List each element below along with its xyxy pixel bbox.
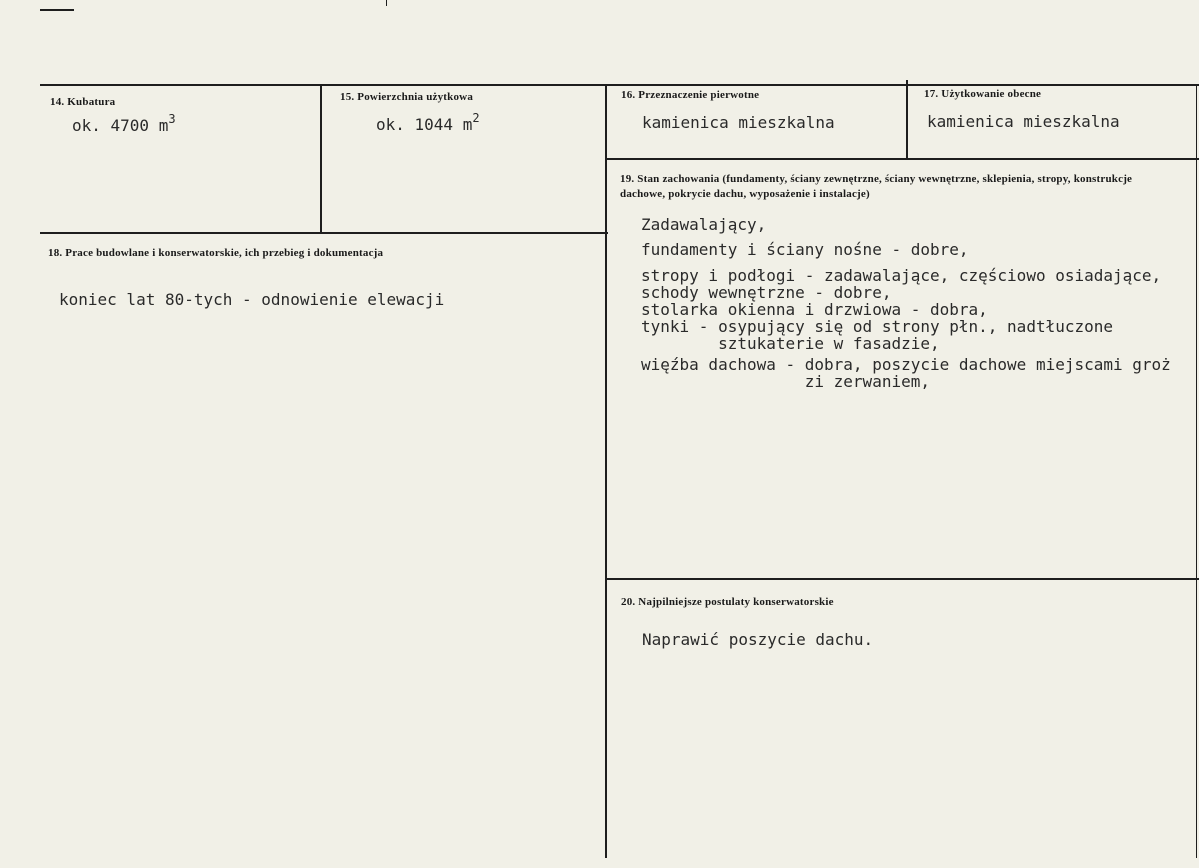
field-20-value: Naprawić poszycie dachu. — [642, 630, 874, 649]
grid-line-row3-right — [606, 578, 1199, 580]
field-17-label: 17. Użytkowanie obecne — [924, 88, 1042, 100]
field-17-value: kamienica mieszkalna — [927, 112, 1120, 131]
top-tick — [386, 0, 387, 6]
grid-line-v-center — [605, 84, 607, 858]
field-16-value: kamienica mieszkalna — [642, 113, 835, 132]
grid-line-top — [40, 84, 1199, 86]
field-18-value: koniec lat 80-tych - odnowienie elewacji — [59, 290, 445, 309]
field-14-label: 14. Kubatura — [50, 96, 116, 108]
field-19-label: 19. Stan zachowania (fundamenty, ściany zewnętrzne, ściany wewnętrzne, sklepienia, stropy, konstrukcje dachowe, pokrycie dachu, wyposażenie i instalacje) — [620, 173, 1133, 200]
grid-line-v-right-edge — [1196, 84, 1197, 858]
field-15-unit-exponent: 2 — [472, 111, 480, 125]
field-14-unit-exponent: 3 — [168, 112, 176, 126]
condition-line: schody wewnętrzne - dobre, — [641, 283, 892, 302]
field-16-label: 16. Przeznaczenie pierwotne — [621, 89, 760, 101]
field-19-value — [641, 216, 1197, 390]
top-left-mark — [40, 9, 74, 11]
grid-line-row2-right — [606, 158, 1199, 160]
grid-line-v-14-15 — [320, 84, 322, 233]
condition-line: stropy i podłogi - zadawalające, częściowo osiadające, — [641, 266, 1162, 285]
grid-line-v-16-17 — [906, 80, 908, 160]
field-15-value: ok. 1044 $m^2$ — [376, 111, 480, 134]
field-18-label: 18. Prace budowlane i konserwatorskie, ich przebieg i dokumentacja — [48, 247, 384, 259]
condition-line: fundamenty i ściany nośne - dobre, — [641, 240, 969, 259]
condition-line: zi zerwaniem, — [641, 372, 930, 390]
condition-line: Zadawalający, — [641, 216, 767, 234]
condition-line: sztukaterie w fasadzie, — [641, 334, 940, 353]
condition-line: tynki - osypujący się od strony płn., nadtłuczone — [641, 317, 1114, 336]
condition-line: więźba dachowa - dobra, poszycie dachowe miejscami groż — [641, 355, 1171, 374]
condition-line: stolarka okienna i drzwiowa - dobra, — [641, 300, 988, 319]
field-20-label: 20. Najpilniejsze postulaty konserwatorskie — [621, 596, 834, 608]
grid-line-row2-left — [40, 232, 608, 234]
field-15-label: 15. Powierzchnia użytkowa — [340, 91, 474, 103]
field-14-value: ok. 4700 $m^3$ — [72, 112, 176, 135]
